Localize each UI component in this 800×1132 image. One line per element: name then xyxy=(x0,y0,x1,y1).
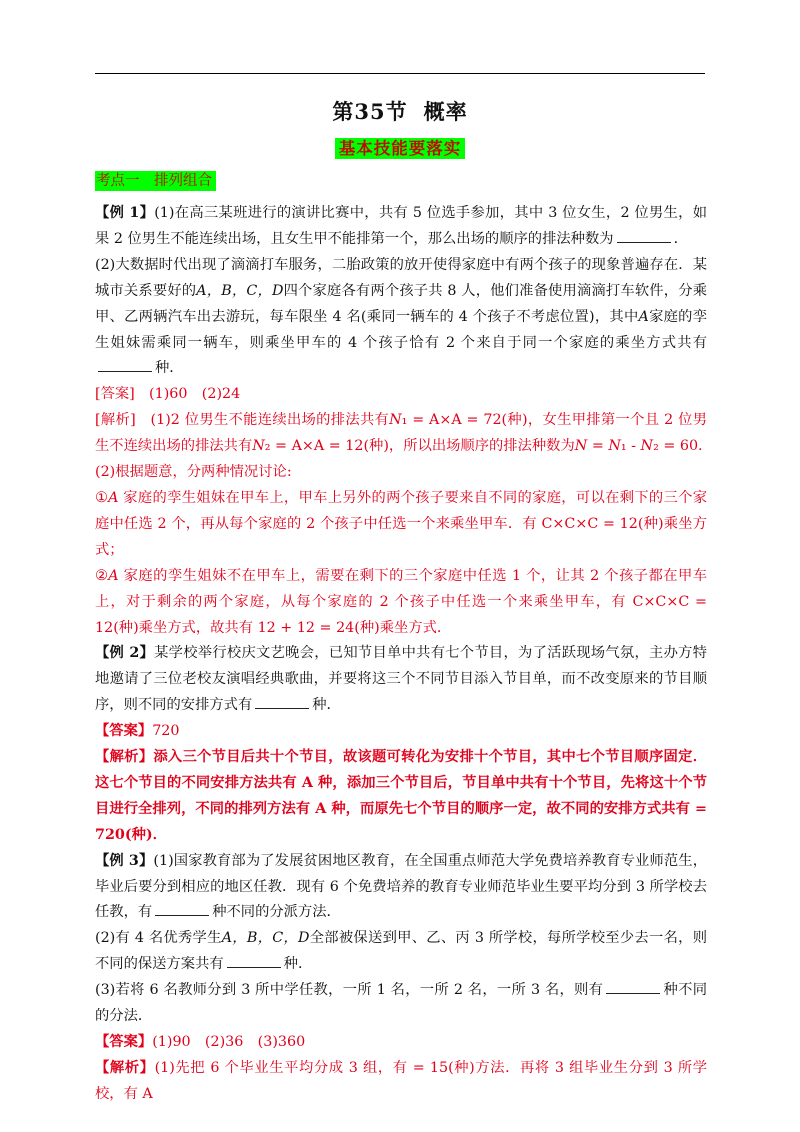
example-1-answer: [答案] (1)60 (2)24 xyxy=(95,386,241,403)
example-3-solution: 【解析】(1)先把 6 个毕业生平均分成 3 组，有 = 15(种)方法．再将 3 组毕业生分到 3 所学校，有 A xyxy=(95,1059,708,1102)
header-rule xyxy=(95,73,705,74)
section-number: 第35节 xyxy=(332,99,408,124)
example-1-solution-case-2: ②A 家庭的孪生姐妹不在甲车上，需要在剩下的三个家庭中任选 1 个，让其 2 个孩子都在甲车上，对于剩余的两个家庭，从每个家庭的 2 个孩子中任选一个来乘坐甲车，有 C×C×C = 12(种)乘坐方式，故共有 12 + 12 = 24(种)乘坐方式． xyxy=(95,567,707,636)
example-1-solution-1: [解析] (1)2 位男生不能连续出场的排法共有N₁ = A×A = 72(种)，女生甲排第一个且 2 位男生不连续出场的排法共有N₂ = A×A = 12(种)，所以出场顺序的排法种数为N = N₁ - N₂ = 60. xyxy=(95,412,707,455)
page-title xyxy=(0,96,800,126)
example-3-q2: (2)有 4 名优秀学生A，B，C，D全部被保送到甲、乙、丙 3 所学校，每所学校至少去一名，则不同的保送方案共有 种． xyxy=(95,930,708,973)
example-tag: 【例 2】 xyxy=(95,645,155,662)
answer-blank xyxy=(255,693,309,709)
answer-blank xyxy=(155,900,209,916)
example-2-question: 【例 2】某学校举行校庆文艺晚会，已知节目单中共有七个节目，为了活跃现场气氛，主办方特地邀请了三位老校友演唱经典歌曲，并要将这三个不同节目添入节目单，而不改变原来的节目顺序，则不同的安排方式有 种． xyxy=(95,645,707,714)
example-tag: 【例 3】 xyxy=(95,852,154,869)
section-topic: 概率 xyxy=(423,99,468,124)
example-2-answer: 【答案】720 xyxy=(95,723,180,740)
example-1-solution-2: (2)根据题意，分两种情况讨论: xyxy=(95,464,292,481)
example-3-q3: (3)若将 6 名教师分到 3 所中学任教，一所 1 名，一所 2 名，一所 3 名，则有 种不同的分法． xyxy=(95,978,707,1030)
answer-blank xyxy=(98,356,152,372)
example-1-q1: 【例 1】(1)在高三某班进行的演讲比赛中，共有 5 位选手参加，其中 3 位女生，2 位男生，如果 2 位男生不能连续出场，且女生甲不能排第一个，那么出场的顺序的排法种数为 ． xyxy=(95,205,707,247)
document-body xyxy=(95,201,707,1108)
example-1-q2: (2)大数据时代出现了滴滴打车服务，二胎政策的放开使得家庭中有两个孩子的现象普遍存在．某城市关系要好的A，B，C，D四个家庭各有两个孩子共 8 人，他们准备使用滴滴打车软件，分乘甲、乙两辆汽车出去游玩，每车限坐 4 名(乘同一辆车的 4 个孩子不考虑位置)，其中A家庭的孪生姐妹需乘同一辆车，则乘坐甲车的 4 个孩子恰有 2 个来自于同一个家庭的乘坐方式共有种． xyxy=(95,256,708,377)
answer-blank xyxy=(617,227,671,243)
example-2-solution: 【解析】添入三个节目后共十个节目，故该题可转化为安排十个节目，其中七个节目顺序固定．这七个节目的不同安排方法共有 A 种，添加三个节目后，节目单中共有十个节目，先将这十个节目进行全排列，不同的排列方法有 A 种，而原先七个节目的顺序一定，故不同的安排方式共有 = 720(种)． xyxy=(95,749,707,843)
answer-blank xyxy=(227,952,281,968)
example-1-solution-case-1: ①A 家庭的孪生姐妹在甲车上，甲车上另外的两个孩子要来自不同的家庭，可以在剩下的三个家庭中任选 2 个，再从每个家庭的 2 个孩子中任选一个来乘坐甲车．有 C×C×C = 12(种)乘坐方式； xyxy=(95,489,707,558)
skills-banner: 基本技能要落实 xyxy=(335,138,466,159)
banner-wrap xyxy=(0,138,800,159)
example-3-q1: 【例 3】(1)国家教育部为了发展贫困地区教育，在全国重点师范大学免费培养教育专业师范生，毕业后要分到相应的地区任教．现有 6 个免费培养的教育专业师范毕业生要平均分到 3 所学校去任教，有 种不同的分派方法． xyxy=(95,852,707,921)
example-3-answer: 【答案】(1)90 (2)36 (3)360 xyxy=(95,1034,306,1050)
example-tag: 【例 1】 xyxy=(95,205,155,221)
answer-blank xyxy=(606,978,660,994)
topic-label: 考点一 排列组合 xyxy=(95,171,216,191)
